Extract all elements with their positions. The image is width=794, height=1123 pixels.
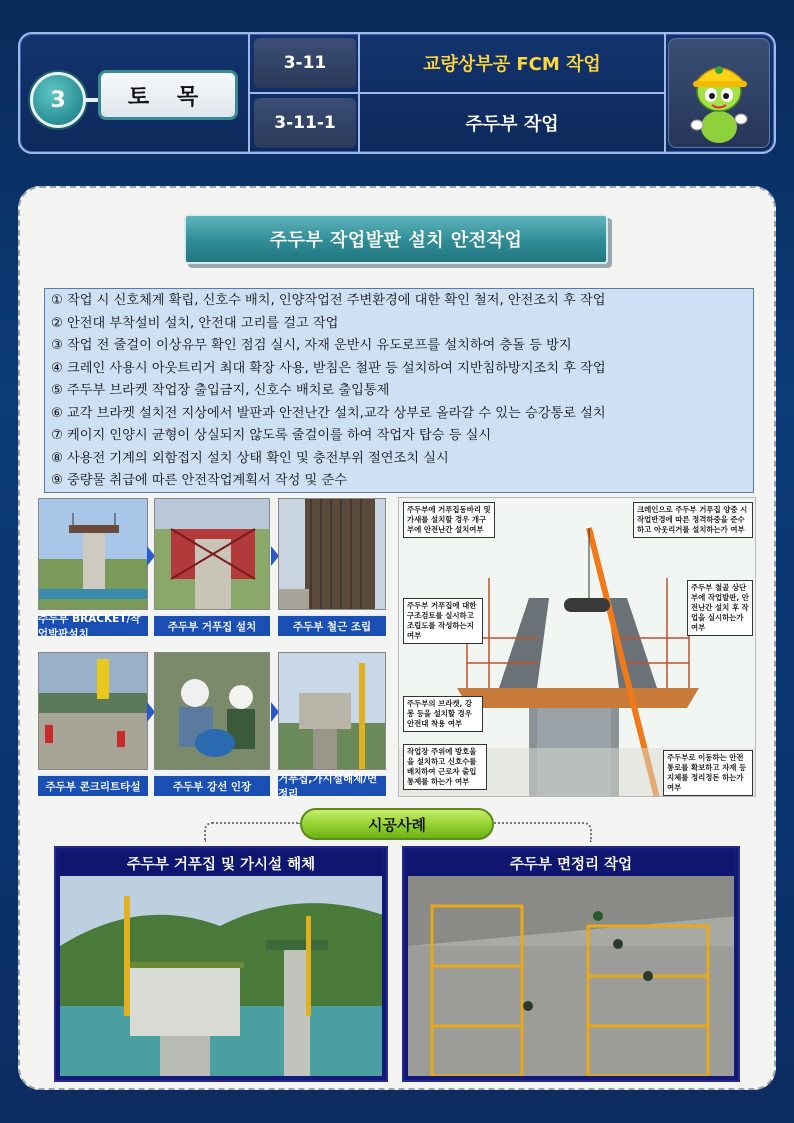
- photo-dismantle: [278, 652, 386, 770]
- photo-caption: 주두부 콘크리트타설: [38, 774, 148, 796]
- case-image: [60, 876, 382, 1076]
- chapter-number: 3: [30, 72, 86, 128]
- photo-caption: 주두부 거푸집 설치: [154, 614, 270, 636]
- photo-bracket: [38, 498, 148, 610]
- section-heading: 주두부 작업발판 설치 안전작업: [184, 214, 608, 264]
- list-item: ⑥ 교각 브라켓 설치전 지상에서 발판과 안전난간 설치,교각 상부로 올라갈 수 있는 승강통로 설치: [51, 405, 606, 421]
- diagram-callout: 주두부로 이동하는 안전 통로를 확보하고 자재 등 지체를 정리정돈 하는가 여부: [663, 750, 753, 796]
- safety-diagram: [398, 497, 756, 797]
- diagram-callout: 주두부 철골 상단부에 작업발판, 안전난간 설치 후 작업을 실시하는가 여부: [687, 580, 753, 636]
- case-section-label: 시공사례: [300, 808, 494, 840]
- case-title: 주두부 면정리 작업: [408, 851, 734, 875]
- photo-caption: 거푸집,가시설해체/면정리: [278, 774, 386, 796]
- diagram-callout: 크레인으로 주두부 거푸집 양중 시 작업반경에 따른 정격하중을 준수하고 아웃리거를 설치하는가 여부: [633, 502, 753, 538]
- subsection-code: 3-11-1: [254, 98, 356, 148]
- section-code: 3-11: [254, 38, 356, 88]
- diagram-callout: 주두부에 거푸집동바리 및 가새를 설치할 경우 개구부에 안전난간 설치여부: [403, 502, 495, 538]
- list-item: ⑧ 사용전 기계의 외함접지 설치 상태 확인 및 충전부위 절연조치 실시: [51, 450, 449, 466]
- list-item: ② 안전대 부착설비 설치, 안전대 고리를 걸고 작업: [51, 315, 339, 331]
- photo-caption: 주두부 강선 인장: [154, 774, 270, 796]
- photo-formwork: [154, 498, 270, 610]
- photo-tendon: [154, 652, 270, 770]
- case-image: [408, 876, 734, 1076]
- diagram-callout: 작업장 주위에 방호울을 설치하고 신호수를 배치하여 근로자 출입통제를 하는가 여부: [403, 744, 487, 790]
- subsection-title: 주두부 작업: [465, 114, 559, 135]
- list-item: ④ 크레인 사용시 아웃트리거 최대 확장 사용, 받침은 철판 등 설치하여 지반침하방지조치 후 작업: [51, 360, 606, 376]
- photo-caption: 주두부 BRACKET/작업발판설치: [38, 614, 148, 636]
- safety-rules-list: [44, 288, 754, 493]
- case-title: 주두부 거푸집 및 가시설 해체: [60, 851, 382, 875]
- section-title: 교량상부공 FCM 작업: [423, 54, 601, 75]
- connector-line: [494, 822, 592, 842]
- header-divider: [664, 34, 666, 152]
- helmet-mascot-icon: [668, 38, 770, 148]
- list-item: ① 작업 시 신호체계 확립, 신호수 배치, 인양작업전 주변환경에 대한 확인 철저, 안전조치 후 작업: [51, 293, 606, 308]
- diagram-callout: 주두부 거푸집에 대한 구조검토를 실시하고 조립도를 작성하는지 여부: [403, 598, 483, 644]
- header-divider: [250, 92, 664, 94]
- photo-rebar: [278, 498, 386, 610]
- list-item: ⑤ 주두부 브라켓 작업장 출입금지, 신호수 배치로 출입통제: [51, 383, 390, 398]
- diagram-callout: 주두부의 브라켓, 강봉 등을 설치할 경우 안전대 착용 여부: [403, 696, 483, 732]
- list-item: ⑨ 중량물 취급에 따른 안전작업계획서 작성 및 준수: [51, 473, 347, 488]
- case-photo-dismantle: [54, 846, 388, 1082]
- photo-concrete: [38, 652, 148, 770]
- list-item: ⑦ 케이지 인양시 균형이 상실되지 않도록 줄걸이를 하여 작업자 탑승 등 실시: [51, 428, 492, 443]
- connector-line: [204, 822, 300, 842]
- list-item: ③ 작업 전 줄걸이 이상유무 확인 점검 실시, 자재 운반시 유도로프를 설치하여 충돌 등 방지: [51, 338, 572, 353]
- chapter-label: 토 목: [98, 70, 238, 120]
- case-photo-finishing: [402, 846, 740, 1082]
- photo-caption: 주두부 철근 조립: [278, 614, 386, 636]
